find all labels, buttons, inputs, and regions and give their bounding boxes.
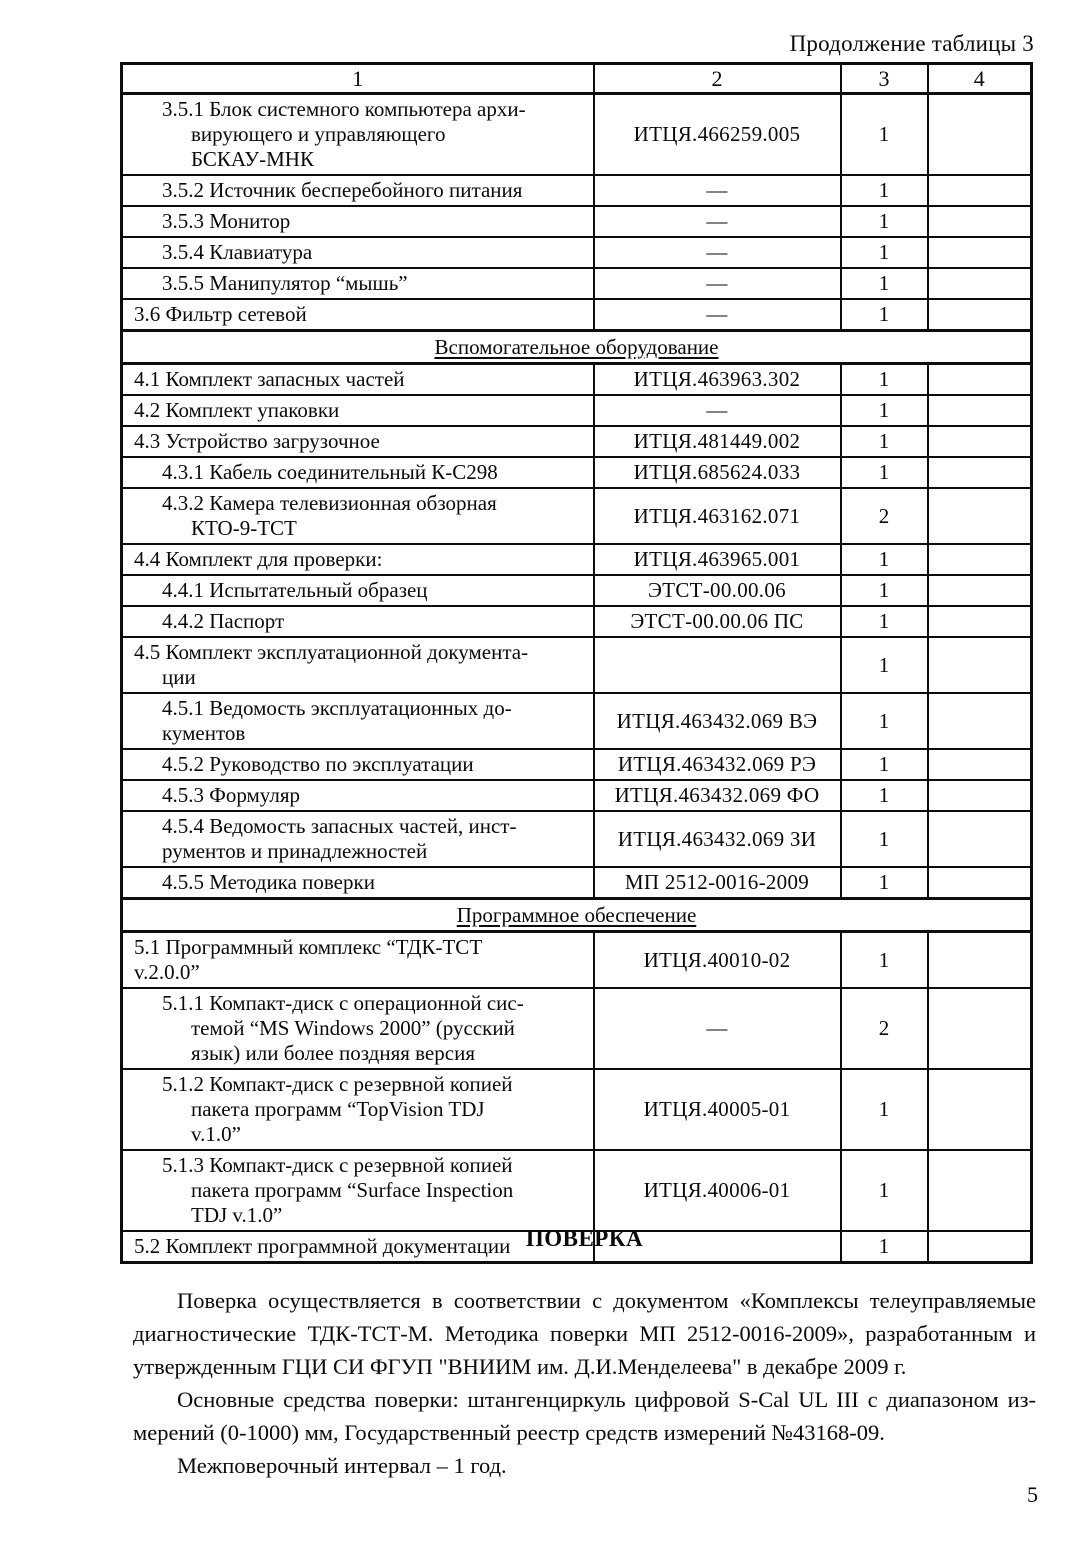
paragraph-line: диагностические ТДК-ТСТ-М. Методика поверки МП 2512-0016-2009», разработанным и xyxy=(133,1321,1036,1346)
item-qty-cell: 1 xyxy=(841,175,928,206)
item-qty-cell: 1 xyxy=(841,932,928,989)
item-qty-cell: 1 xyxy=(841,693,928,749)
item-doc-cell: — xyxy=(594,237,841,268)
item-qty-cell: 1 xyxy=(841,94,928,176)
item-name-cell xyxy=(122,575,594,606)
item-name-line: 4.2 Комплект упаковки xyxy=(134,398,340,422)
item-doc-cell: — xyxy=(594,988,841,1069)
item-qty-cell: 1 xyxy=(841,867,928,899)
item-name-cell xyxy=(122,693,594,749)
item-name-line: язык) или более поздняя версия xyxy=(191,1041,475,1065)
item-name-line: 3.5.3 Монитор xyxy=(162,209,291,233)
item-qty-cell: 1 xyxy=(841,749,928,780)
table-row xyxy=(122,94,1032,176)
item-doc-cell: ЭТСТ-00.00.06 ПС xyxy=(594,606,841,637)
table-row xyxy=(122,637,1032,693)
item-name-line: v.2.0.0” xyxy=(134,960,200,984)
item-name-cell xyxy=(122,811,594,867)
item-name-cell xyxy=(122,299,594,331)
item-qty-cell: 2 xyxy=(841,988,928,1069)
item-doc-cell: ИТЦЯ.463963.302 xyxy=(594,364,841,396)
item-name-line: 5.1.2 Компакт-диск с резервной копией xyxy=(162,1072,513,1096)
table-row xyxy=(122,780,1032,811)
item-note-cell xyxy=(928,780,1032,811)
item-name-line: 4.4.1 Испытательный образец xyxy=(162,578,428,602)
item-name-line: 4.5 Комплект эксплуатационной документа- xyxy=(134,640,529,664)
item-note-cell xyxy=(928,1150,1032,1231)
item-note-cell xyxy=(928,395,1032,426)
item-doc-cell: — xyxy=(594,175,841,206)
item-name-line: КТО-9-ТСТ xyxy=(191,516,297,540)
item-doc-cell: ИТЦЯ.463432.069 ВЭ xyxy=(594,693,841,749)
paragraph-line: Межповерочный интервал – 1 год. xyxy=(177,1453,507,1478)
verification-heading: ПОВЕРКА xyxy=(525,1226,644,1251)
item-name-cell xyxy=(122,175,594,206)
item-name-line: 3.5.4 Клавиатура xyxy=(162,240,313,264)
item-note-cell xyxy=(928,749,1032,780)
item-note-cell xyxy=(928,364,1032,396)
item-name-line: 4.5.1 Ведомость эксплуатационных до- xyxy=(162,696,512,720)
column-header-4: 4 xyxy=(928,64,1032,94)
table-header-row xyxy=(122,64,1032,94)
table-row xyxy=(122,749,1032,780)
item-doc-cell: ЭТСТ-00.00.06 xyxy=(594,575,841,606)
item-note-cell xyxy=(928,811,1032,867)
item-qty-cell: 1 xyxy=(841,268,928,299)
table-row xyxy=(122,575,1032,606)
item-note-cell xyxy=(928,237,1032,268)
table-row xyxy=(122,457,1032,488)
table-row xyxy=(122,932,1032,989)
item-name-cell xyxy=(122,364,594,396)
table-row xyxy=(122,988,1032,1069)
item-name-cell xyxy=(122,606,594,637)
item-qty-cell: 1 xyxy=(841,395,928,426)
item-doc-cell: ИТЦЯ.685624.033 xyxy=(594,457,841,488)
item-doc-cell: ИТЦЯ.463432.069 РЭ xyxy=(594,749,841,780)
table-row xyxy=(122,426,1032,457)
item-name-cell xyxy=(122,1069,594,1150)
item-name-cell xyxy=(122,237,594,268)
item-name-cell xyxy=(122,488,594,544)
item-name-line: 5.1.1 Компакт-диск с операционной сис- xyxy=(162,991,524,1015)
item-note-cell xyxy=(928,299,1032,331)
item-name-cell xyxy=(122,932,594,989)
item-qty-cell: 1 xyxy=(841,606,928,637)
item-note-cell xyxy=(928,94,1032,176)
item-doc-cell: — xyxy=(594,206,841,237)
item-note-cell xyxy=(928,637,1032,693)
verification-section xyxy=(133,1226,1036,1482)
item-name-line: 3.5.1 Блок системного компьютера архи- xyxy=(162,97,526,121)
item-note-cell xyxy=(928,606,1032,637)
paragraph xyxy=(133,1449,1036,1482)
item-name-line: кументов xyxy=(162,721,246,745)
item-name-line: TDJ v.1.0” xyxy=(191,1203,283,1227)
item-name-line: 5.1.3 Компакт-диск с резервной копией xyxy=(162,1153,513,1177)
item-name-line: 3.5.2 Источник бесперебойного питания xyxy=(162,178,523,202)
paragraph xyxy=(133,1284,1036,1383)
item-note-cell xyxy=(928,488,1032,544)
item-name-line: 4.4.2 Паспорт xyxy=(162,609,285,633)
item-doc-cell: — xyxy=(594,268,841,299)
item-name-cell xyxy=(122,395,594,426)
item-qty-cell: 1 xyxy=(841,426,928,457)
table-row xyxy=(122,364,1032,396)
item-name-cell xyxy=(122,268,594,299)
item-qty-cell: 1 xyxy=(841,1231,928,1263)
table-body xyxy=(122,94,1032,1263)
table-row xyxy=(122,693,1032,749)
item-doc-cell: МП 2512-0016-2009 xyxy=(594,867,841,899)
item-name-line: 4.5.2 Руководство по эксплуатации xyxy=(162,752,474,776)
item-name-line: рументов и принадлежностей xyxy=(162,839,428,863)
section-cell xyxy=(122,899,1032,932)
item-note-cell xyxy=(928,1069,1032,1150)
item-doc-cell: ИТЦЯ.40006-01 xyxy=(594,1150,841,1231)
paragraph-line: Основные средства поверки: штангенциркуль цифровой S-Cal UL III с диапазоном из- xyxy=(177,1387,1036,1412)
table-row xyxy=(122,299,1032,331)
item-note-cell xyxy=(928,268,1032,299)
table-row xyxy=(122,867,1032,899)
paragraph-line: мерений (0-1000) мм, Государственный реестр средств измерений №43168-09. xyxy=(133,1420,885,1445)
item-name-cell xyxy=(122,988,594,1069)
item-name-cell xyxy=(122,426,594,457)
item-note-cell xyxy=(928,544,1032,575)
table-row xyxy=(122,237,1032,268)
table-row xyxy=(122,268,1032,299)
item-name-line: 3.5.5 Манипулятор “мышь” xyxy=(162,271,408,295)
item-qty-cell: 1 xyxy=(841,637,928,693)
item-name-cell xyxy=(122,749,594,780)
table-row xyxy=(122,488,1032,544)
item-doc-cell xyxy=(594,637,841,693)
paragraph-line: утвержденным ГЦИ СИ ФГУП "ВНИИМ им. Д.И.Менделеева" в декабре 2009 г. xyxy=(133,1354,907,1379)
item-qty-cell: 1 xyxy=(841,299,928,331)
item-name-line: пакета программ “Surface Inspection xyxy=(191,1178,514,1202)
item-note-cell xyxy=(928,175,1032,206)
item-note-cell xyxy=(928,932,1032,989)
item-note-cell xyxy=(928,426,1032,457)
item-qty-cell: 2 xyxy=(841,488,928,544)
item-note-cell xyxy=(928,867,1032,899)
item-note-cell xyxy=(928,206,1032,237)
column-header-2: 2 xyxy=(594,64,841,94)
table-row xyxy=(122,1069,1032,1150)
item-doc-cell: ИТЦЯ.40010-02 xyxy=(594,932,841,989)
table-row xyxy=(122,606,1032,637)
item-name-line: v.1.0” xyxy=(191,1122,241,1146)
verification-paragraphs xyxy=(133,1284,1036,1482)
item-name-line: 5.2 Комплект программной документации xyxy=(134,1234,511,1258)
item-doc-cell: ИТЦЯ.466259.005 xyxy=(594,94,841,176)
item-name-line: БСКАУ-МНК xyxy=(191,147,314,171)
equipment-table xyxy=(120,62,1033,1264)
item-qty-cell: 1 xyxy=(841,811,928,867)
item-doc-cell: ИТЦЯ.463432.069 ФО xyxy=(594,780,841,811)
item-qty-cell: 1 xyxy=(841,457,928,488)
item-name-line: 4.3.1 Кабель соединительный К-С298 xyxy=(162,460,498,484)
item-name-cell xyxy=(122,457,594,488)
item-name-cell xyxy=(122,780,594,811)
table-row xyxy=(122,206,1032,237)
item-doc-cell: ИТЦЯ.481449.002 xyxy=(594,426,841,457)
item-note-cell xyxy=(928,457,1032,488)
item-name-line: 5.1 Программный комплекс “ТДК-ТСТ xyxy=(134,935,483,959)
item-note-cell xyxy=(928,693,1032,749)
item-name-line: 4.5.5 Методика поверки xyxy=(162,870,375,894)
table-header xyxy=(122,64,1032,94)
item-name-cell xyxy=(122,544,594,575)
table-row xyxy=(122,395,1032,426)
item-doc-cell: ИТЦЯ.463432.069 ЗИ xyxy=(594,811,841,867)
item-doc-cell: — xyxy=(594,395,841,426)
item-name-cell xyxy=(122,637,594,693)
item-name-line: ции xyxy=(162,665,196,689)
section-cell xyxy=(122,331,1032,364)
table-row xyxy=(122,544,1032,575)
item-qty-cell: 1 xyxy=(841,206,928,237)
table-row xyxy=(122,175,1032,206)
section-label: Вспомогательное оборудование xyxy=(434,334,719,359)
item-name-line: пакета программ “TopVision TDJ xyxy=(191,1097,485,1121)
item-name-line: 4.5.4 Ведомость запасных частей, инст- xyxy=(162,814,517,838)
item-doc-cell: ИТЦЯ.40005-01 xyxy=(594,1069,841,1150)
item-name-line: темой “MS Windows 2000” (русский xyxy=(191,1016,515,1040)
item-doc-cell: ИТЦЯ.463162.071 xyxy=(594,488,841,544)
item-qty-cell: 1 xyxy=(841,237,928,268)
item-name-line: 4.5.3 Формуляр xyxy=(162,783,301,807)
column-header-3: 3 xyxy=(841,64,928,94)
column-header-1: 1 xyxy=(122,64,594,94)
item-note-cell xyxy=(928,575,1032,606)
item-name-cell xyxy=(122,206,594,237)
paragraph-line: Поверка осуществляется в соответствии с документом «Комплексы телеуправляемые xyxy=(177,1288,1036,1313)
page-number: 5 xyxy=(1027,1482,1038,1507)
table-section-row xyxy=(122,331,1032,364)
item-qty-cell: 1 xyxy=(841,364,928,396)
item-name-line: 4.1 Комплект запасных частей xyxy=(134,367,405,391)
item-qty-cell: 1 xyxy=(841,1069,928,1150)
section-label: Программное обеспечение xyxy=(456,902,697,927)
item-qty-cell: 1 xyxy=(841,575,928,606)
item-name-line: 3.6 Фильтр сетевой xyxy=(134,302,307,326)
item-name-line: 4.3.2 Камера телевизионная обзорная xyxy=(162,491,497,515)
item-name-line: 4.3 Устройство загрузочное xyxy=(134,429,380,453)
table-row xyxy=(122,811,1032,867)
item-doc-cell: ИТЦЯ.463965.001 xyxy=(594,544,841,575)
item-name-line: 4.4 Комплект для проверки: xyxy=(134,547,383,571)
table-section-row xyxy=(122,899,1032,932)
table-continuation-label: Продолжение таблицы 3 xyxy=(789,31,1034,56)
item-qty-cell: 1 xyxy=(841,544,928,575)
item-name-line: вирующего и управляющего xyxy=(191,122,446,146)
item-qty-cell: 1 xyxy=(841,780,928,811)
item-name-cell xyxy=(122,867,594,899)
item-name-cell xyxy=(122,94,594,176)
item-name-cell xyxy=(122,1150,594,1231)
item-qty-cell: 1 xyxy=(841,1150,928,1231)
table-row xyxy=(122,1150,1032,1231)
item-note-cell xyxy=(928,988,1032,1069)
item-doc-cell: — xyxy=(594,299,841,331)
paragraph xyxy=(133,1383,1036,1449)
